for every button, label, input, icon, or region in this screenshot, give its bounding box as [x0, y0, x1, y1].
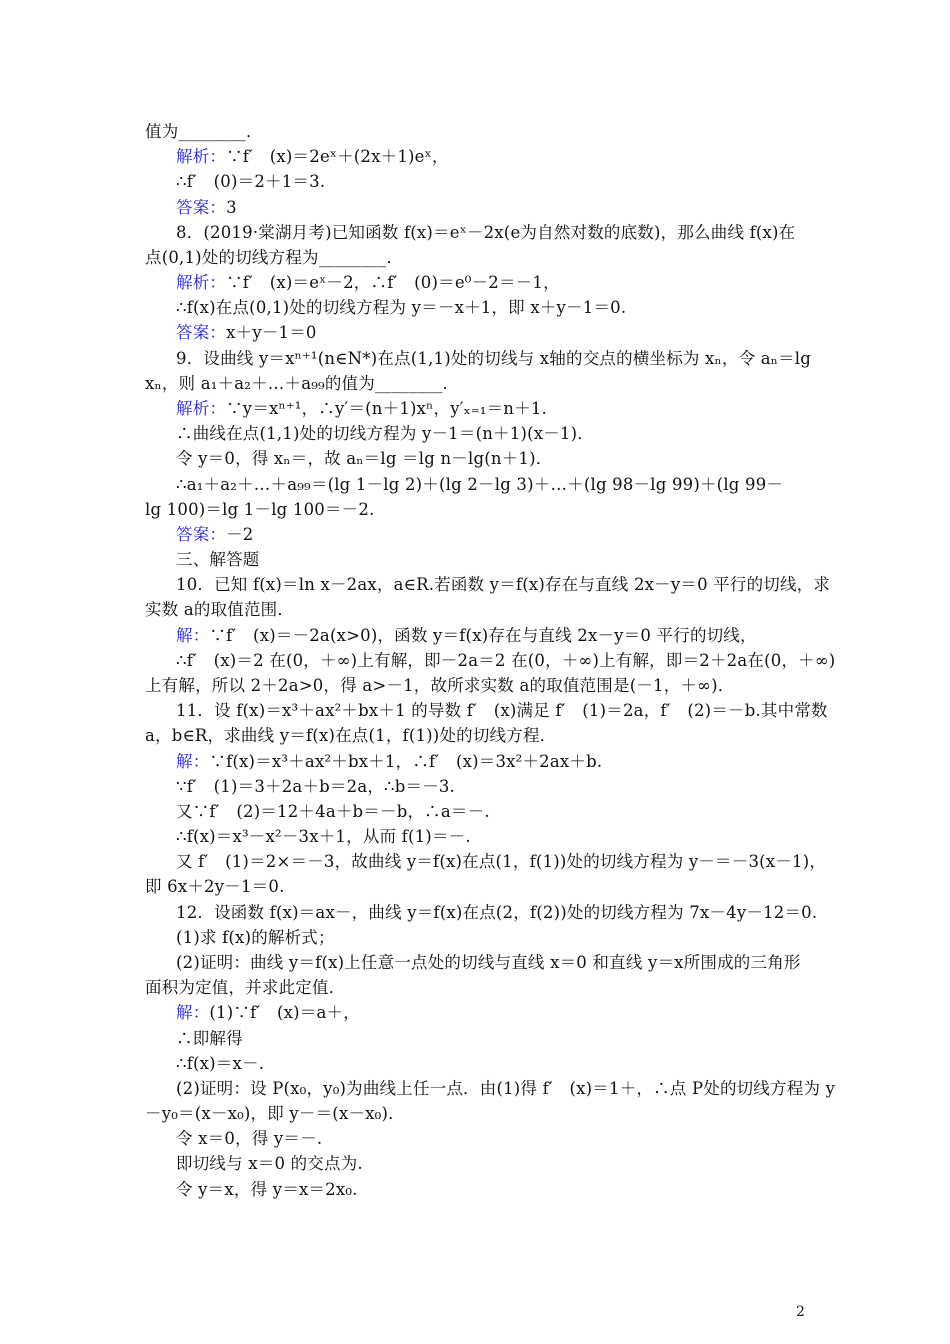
- text-line: ∴f(x)＝x³－x²－3x＋1，从而 f(1)＝－.: [176, 827, 471, 846]
- answer-line: 答案：x＋y－1＝0: [176, 323, 317, 342]
- question-line: 9．设曲线 y＝xⁿ⁺¹(n∈N*)在点(1,1)处的切线与 x轴的交点的横坐标为 xₙ，令 aₙ＝lg: [176, 349, 812, 368]
- answer-line: 答案：－2: [176, 525, 254, 544]
- page-number: 2: [796, 1304, 805, 1320]
- text-line: ∵f′ (1)＝3＋2a＋b＝2a，∴b＝－3.: [176, 777, 456, 796]
- text-line: (2)证明：曲线 y＝f(x)上任意一点处的切线与直线 x＝0 和直线 y＝x所围成的三角形: [176, 953, 801, 972]
- answer-line: 答案：3: [176, 198, 237, 217]
- text-line: 即切线与 x＝0 的交点为.: [176, 1154, 363, 1173]
- text-line: a，b∈R，求曲线 y＝f(x)在点(1，f(1))处的切线方程．: [145, 726, 557, 745]
- text-line: ∴曲线在点(1,1)处的切线方程为 y－1＝(n＋1)(x－1)．: [176, 424, 594, 443]
- analysis-label: 解析：: [176, 273, 227, 292]
- answer-label: 答案：: [176, 323, 227, 342]
- solution-line: 解：∵f′ (x)＝－2a(x>0)，函数 y＝f(x)存在与直线 2x－y＝0 平行的切线，: [176, 626, 757, 645]
- text-line: ∴f′ (x)＝2 在(0，＋∞)上有解，即－2a＝2 在(0，＋∞)上有解，即＝2＋2a在(0，＋∞): [176, 651, 836, 670]
- text-line: lg 100)＝lg 1－lg 100＝－2.: [145, 500, 375, 519]
- answer-label: 答案：: [176, 525, 227, 544]
- solution-line: 解：∵f(x)＝x³＋ax²＋bx＋1，∴f′ (x)＝3x²＋2ax＋b.: [176, 752, 603, 771]
- text-line: 又∵f′ (2)＝12＋4a＋b＝－b，∴a＝－.: [176, 802, 490, 821]
- analysis-line: 解析：∵y＝xⁿ⁺¹，∴y′＝(n＋1)xⁿ，y′ₓ₌₁＝n＋1.: [176, 399, 547, 418]
- text-line: ∴f(x)在点(0,1)处的切线方程为 y＝－x＋1，即 x＋y－1＝0.: [176, 298, 627, 317]
- text-line: 面积为定值，并求此定值．: [145, 978, 346, 997]
- analysis-label: 解析：: [176, 399, 227, 418]
- solution-label: 解：: [176, 752, 210, 771]
- analysis-label: 解析：: [176, 147, 227, 166]
- text-line: (2)证明：设 P(x₀，y₀)为曲线上任一点．由(1)得 f′ (x)＝1＋，∴点 P处的切线方程为 y: [176, 1079, 836, 1098]
- text-line: －y₀＝(x－x₀)，即 y－＝(x－x₀)．: [145, 1104, 405, 1123]
- solution-line: 解：(1)∵f′ (x)＝a＋，: [176, 1003, 360, 1022]
- question-line: 10．已知 f(x)＝ln x－2ax，a∈R.若函数 y＝f(x)存在与直线 2x－y＝0 平行的切线，求: [176, 575, 831, 594]
- question-line: 8．(2019·棠湖月考)已知函数 f(x)＝eˣ－2x(e为自然对数的底数)，那么曲线 f(x)在: [176, 223, 796, 242]
- text-line: ∴f′ (0)＝2＋1＝3.: [176, 172, 326, 191]
- text-line: ∴a₁＋a₂＋…＋a₉₉＝(lg 1－lg 2)＋(lg 2－lg 3)＋…＋(lg 98－lg 99)＋(lg 99－: [176, 475, 784, 494]
- analysis-line: 解析：∵f′ (x)＝eˣ－2，∴f′ (0)＝e⁰－2＝－1，: [176, 273, 560, 292]
- text-line: 又 f′ (1)＝2×＝－3，故曲线 y＝f(x)在点(1，f(1))处的切线方程为 y－＝－3(x－1)，: [176, 852, 827, 871]
- solution-label: 解：: [176, 626, 210, 645]
- text-line: 即 6x＋2y－1＝0.: [145, 877, 285, 896]
- question-line: 11．设 f(x)＝x³＋ax²＋bx＋1 的导数 f′ (x)满足 f′ (1)＝2a，f′ (2)＝－b.其中常数: [176, 701, 828, 720]
- question-line: 12．设函数 f(x)＝ax－，曲线 y＝f(x)在点(2，f(2))处的切线方程为 7x－4y－12＝0.: [176, 903, 818, 922]
- answer-label: 答案：: [176, 198, 227, 217]
- solution-label: 解：: [176, 1003, 210, 1022]
- text-line: 令 y＝x，得 y＝x＝2x₀.: [176, 1180, 358, 1199]
- analysis-line: 解析：∵f′ (x)＝2eˣ＋(2x＋1)eˣ，: [176, 147, 449, 166]
- text-line: 实数 a的取值范围．: [145, 600, 295, 619]
- text-line: 值为________．: [145, 122, 263, 141]
- text-line: 令 x＝0，得 y＝－.: [176, 1129, 323, 1148]
- text-line: (1)求 f(x)的解析式；: [176, 928, 335, 947]
- text-line: ∴即解得: [176, 1029, 243, 1048]
- text-line: 上有解，所以 2＋2a>0，得 a>－1，故所求实数 a的取值范围是(－1，＋∞)．: [145, 676, 735, 695]
- text-line: xₙ，则 a₁＋a₂＋…＋a₉₉的值为________．: [145, 374, 460, 393]
- text-line: 点(0,1)处的切线方程为________．: [145, 248, 404, 267]
- text-line: ∴f(x)＝x－.: [176, 1054, 265, 1073]
- text-line: 令 y＝0，得 xₙ＝，故 aₙ＝lg ＝lg n－lg(n＋1)．: [176, 449, 553, 468]
- section-heading: 三、解答题: [176, 550, 260, 569]
